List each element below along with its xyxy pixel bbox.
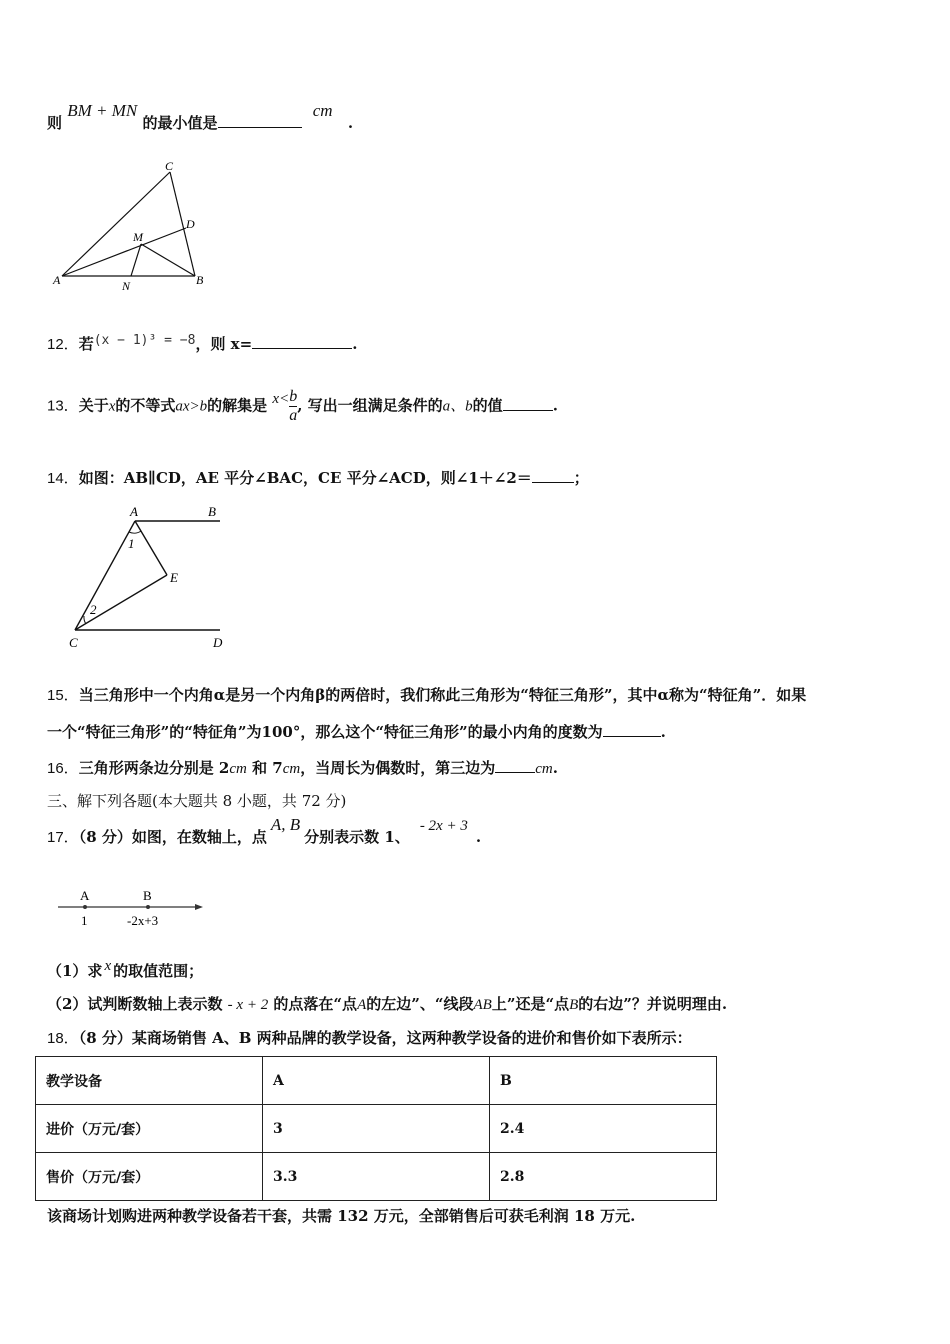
q17-part-2-b: B [569, 997, 579, 1013]
q17-part-2-text-1: （2）试判断数轴上表示数 [47, 995, 228, 1013]
q12-blank [252, 334, 352, 349]
table-row [36, 1105, 717, 1153]
q17-part-2-a: A [357, 997, 367, 1013]
label-c: C [165, 160, 174, 173]
q18-text: （8 分）某商场销售 A、B 两种品牌的教学设备，这两种教学设备的进价和售价如下表所示： [78, 1029, 692, 1047]
figure-triangle-abc [45, 160, 225, 295]
q17-part-1-label: （1）求 [47, 962, 103, 980]
q12-number: 12． [47, 336, 79, 353]
q17-part-1 [47, 960, 203, 981]
q11-unit: cm [312, 101, 333, 120]
label-value-1: 1 [81, 913, 88, 928]
q15-blank [603, 722, 661, 737]
q13-fraction [289, 388, 297, 425]
table-header-cell: B [490, 1057, 717, 1105]
q14-blank [532, 468, 574, 483]
angle-2-arc [84, 616, 86, 624]
figure-number-line [55, 883, 210, 933]
label-point-a: A [80, 888, 90, 903]
q12-end: . [352, 335, 358, 353]
q17-part-2-text-4: 上”还是“点 [491, 995, 570, 1013]
q18-line [47, 1027, 692, 1048]
q17-part-2-text-3: 的左边”、“线段 [366, 995, 474, 1013]
label-angle-2: 2 [90, 602, 97, 617]
q14-line [47, 467, 589, 488]
q14-end: ； [573, 469, 589, 487]
q17-part-2-ab: AB [473, 997, 492, 1013]
q14-number: 14． [47, 470, 79, 487]
q13-text-2: 的不等式 [115, 396, 176, 415]
q15-line-2 [47, 721, 666, 742]
table-header-cell: A [263, 1057, 490, 1105]
q17-line [47, 815, 482, 847]
q12-prefix: 若 [78, 335, 94, 353]
label-e: E [170, 570, 178, 585]
label-b: B [196, 273, 204, 287]
q16-line [47, 757, 558, 778]
q11-expr: BM + MN [67, 101, 138, 120]
q18-number: 18． [47, 1030, 79, 1047]
section-3-title: 三、解下列各题(本大题共 8 小题，共 72 分) [47, 792, 347, 810]
q16-unit-3: cm [535, 761, 553, 777]
q15-text-2: 一个“特征三角形”的“特征角”为100°，那么这个“特征三角形”的最小内角的度数为 [47, 723, 603, 741]
seg-ac [62, 172, 170, 276]
q13-fraction-denominator: a [289, 407, 298, 424]
seg-ce [75, 575, 167, 630]
q13-inequality: ax>b [175, 398, 208, 415]
seg-ac [75, 521, 135, 630]
seg-ad [62, 228, 186, 276]
seg-ae [135, 521, 167, 575]
q15-end: . [660, 723, 666, 741]
point-a-dot [83, 905, 87, 909]
q12-line [47, 333, 357, 354]
q11-middle: 的最小值是 [142, 114, 218, 132]
table-cell: 进价（万元/套） [36, 1105, 263, 1153]
q15-number: 15． [47, 687, 79, 704]
q11-prefix: 则 [47, 114, 63, 132]
q13-text-1: 关于 [78, 396, 109, 415]
q16-text-1: 三角形两条边分别是 2 [78, 759, 230, 777]
q13-blank [503, 396, 553, 411]
q13-number: 13． [47, 397, 79, 415]
q11-blank [218, 113, 302, 128]
q17-text-2: 分别表示数 1、 [304, 828, 410, 846]
q13-text-3: 的解集是 [207, 396, 268, 415]
q11-end: . [347, 114, 354, 132]
q18-after-table [47, 1205, 635, 1226]
table-cell: 3 [263, 1105, 490, 1153]
number-line-arrow [195, 904, 203, 910]
q15-text-1: 当三角形中一个内角α是另一个内角β的两倍时，我们称此三角形为“特征三角形”，其中α称为“特征角”．如果 [78, 686, 807, 704]
point-b-dot [146, 905, 150, 909]
price-table [35, 1056, 717, 1201]
label-c: C [69, 635, 78, 650]
table-cell: 售价（万元/套） [36, 1153, 263, 1201]
table-header-row [36, 1057, 717, 1105]
q12-equation: (x − 1)³ = −8 [93, 333, 196, 348]
label-angle-1: 1 [128, 536, 135, 551]
q13-text-4: , 写出一组满足条件的 [297, 396, 443, 415]
q13-line [47, 388, 558, 425]
q17-expr: - 2x + 3 [419, 818, 468, 834]
q17-part-1-text: 的取值范围； [113, 962, 204, 980]
q16-unit-1: cm [229, 761, 247, 777]
label-n: N [122, 279, 131, 293]
q15-line-1 [47, 684, 806, 705]
table-cell: 2.4 [490, 1105, 717, 1153]
q16-text-3: ，当周长为偶数时，第三边为 [300, 759, 496, 777]
table-row [36, 1153, 717, 1201]
q17-number: 17． [47, 829, 79, 846]
q17-part-2-text-2: 的点落在“点 [268, 995, 358, 1013]
q13-fraction-numerator: b [289, 388, 298, 405]
q17-part-2-text-5: 的右边”？并说明理由. [578, 995, 728, 1013]
label-a: A [53, 273, 61, 287]
q16-number: 16． [47, 760, 79, 777]
q16-blank [495, 758, 535, 773]
label-b: B [208, 504, 216, 519]
seg-mb [141, 244, 195, 276]
q17-end: . [475, 828, 482, 846]
label-point-b: B [143, 888, 152, 903]
q17-points: A, B [270, 815, 301, 834]
q13-x: x [108, 398, 116, 415]
label-d: D [186, 217, 195, 231]
q13-end: . [552, 396, 558, 415]
q18-after-table-text: 该商场计划购进两种教学设备若干套，共需 132 万元，全部销售后可获毛利润 18 万元. [47, 1207, 636, 1225]
table-cell: 2.8 [490, 1153, 717, 1201]
q11-line [47, 101, 354, 133]
section-3-heading [47, 790, 346, 811]
q17-part-1-x: x [104, 958, 112, 974]
q16-text-2: 和 7 [246, 759, 283, 777]
q13-text-5: 的值 [472, 396, 503, 415]
label-value-b: -2x+3 [127, 913, 159, 928]
q13-solution-x: x< [272, 390, 290, 407]
table-header-cell: 教学设备 [36, 1057, 263, 1105]
q14-text: 如图：AB∥CD，AE 平分∠BAC，CE 平分∠ACD，则∠1＋∠2＝ [78, 469, 532, 487]
angle-1-arc [129, 531, 141, 533]
label-d: D [213, 635, 223, 650]
q16-end: . [552, 759, 558, 777]
q17-part-2 [47, 993, 727, 1014]
q17-part-2-expr: - x + 2 [227, 997, 269, 1013]
label-m: M [133, 230, 143, 244]
label-a: A [130, 504, 138, 519]
q12-suffix: ，则 x= [195, 335, 253, 353]
q13-ab: a、b [442, 398, 473, 415]
q16-unit-2: cm [282, 761, 301, 777]
q17-text-1: （8 分）如图，在数轴上，点 [78, 828, 267, 846]
figure-parallel-lines [60, 500, 235, 655]
table-cell: 3.3 [263, 1153, 490, 1201]
